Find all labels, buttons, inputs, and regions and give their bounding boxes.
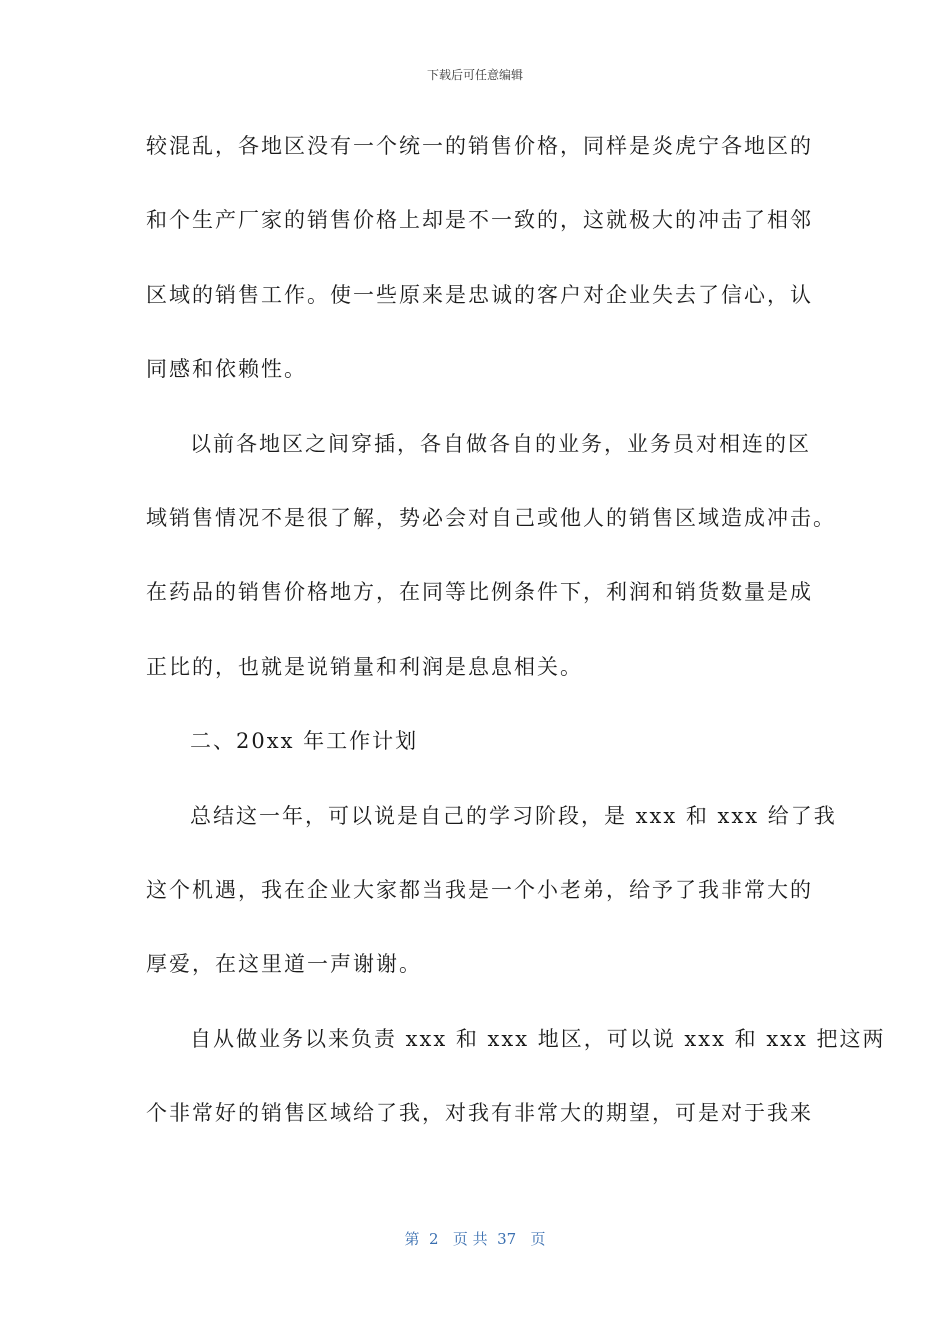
body-line: 自从做业务以来负责 xxx 和 xxx 地区，可以说 xxx 和 xxx 把这两 [190,1026,886,1051]
document-body [146,122,886,1163]
body-line: 厚爱，在这里道一声谢谢。 [146,952,422,977]
page-header: 下载后可任意编辑 [426,68,523,82]
body-line: 和个生产厂家的销售价格上却是不一致的，这就极大的冲击了相邻 [146,208,813,233]
section-heading: 二、20xx 年工作计划 [190,729,419,754]
body-line: 同感和依赖性。 [146,357,307,382]
body-line: 较混乱，各地区没有一个统一的销售价格，同样是炎虎宁各地区的 [146,134,813,158]
body-line: 这个机遇，我在企业大家都当我是一个小老弟，给予了我非常大的 [146,877,813,902]
body-line: 区域的销售工作。使一些原来是忠诚的客户对企业失去了信心，认 [146,282,813,307]
body-line: 正比的，也就是说销量和利润是息息相关。 [146,654,583,679]
body-line: 个非常好的销售区域给了我，对我有非常大的期望，可是对于我来 [146,1101,813,1126]
body-line: 在药品的销售价格地方，在同等比例条件下，利润和销货数量是成 [146,580,813,605]
page-number-footer: 第 2 页 共 37 页 [404,1230,546,1248]
body-line: 总结这一年，可以说是自己的学习阶段，是 xxx 和 xxx 给了我 [190,803,837,828]
body-line: 以前各地区之间穿插，各自做各自的业务，业务员对相连的区 [190,431,811,456]
body-line: 域销售情况不是很了解，势必会对自己或他人的销售区域造成冲击。 [146,505,836,530]
